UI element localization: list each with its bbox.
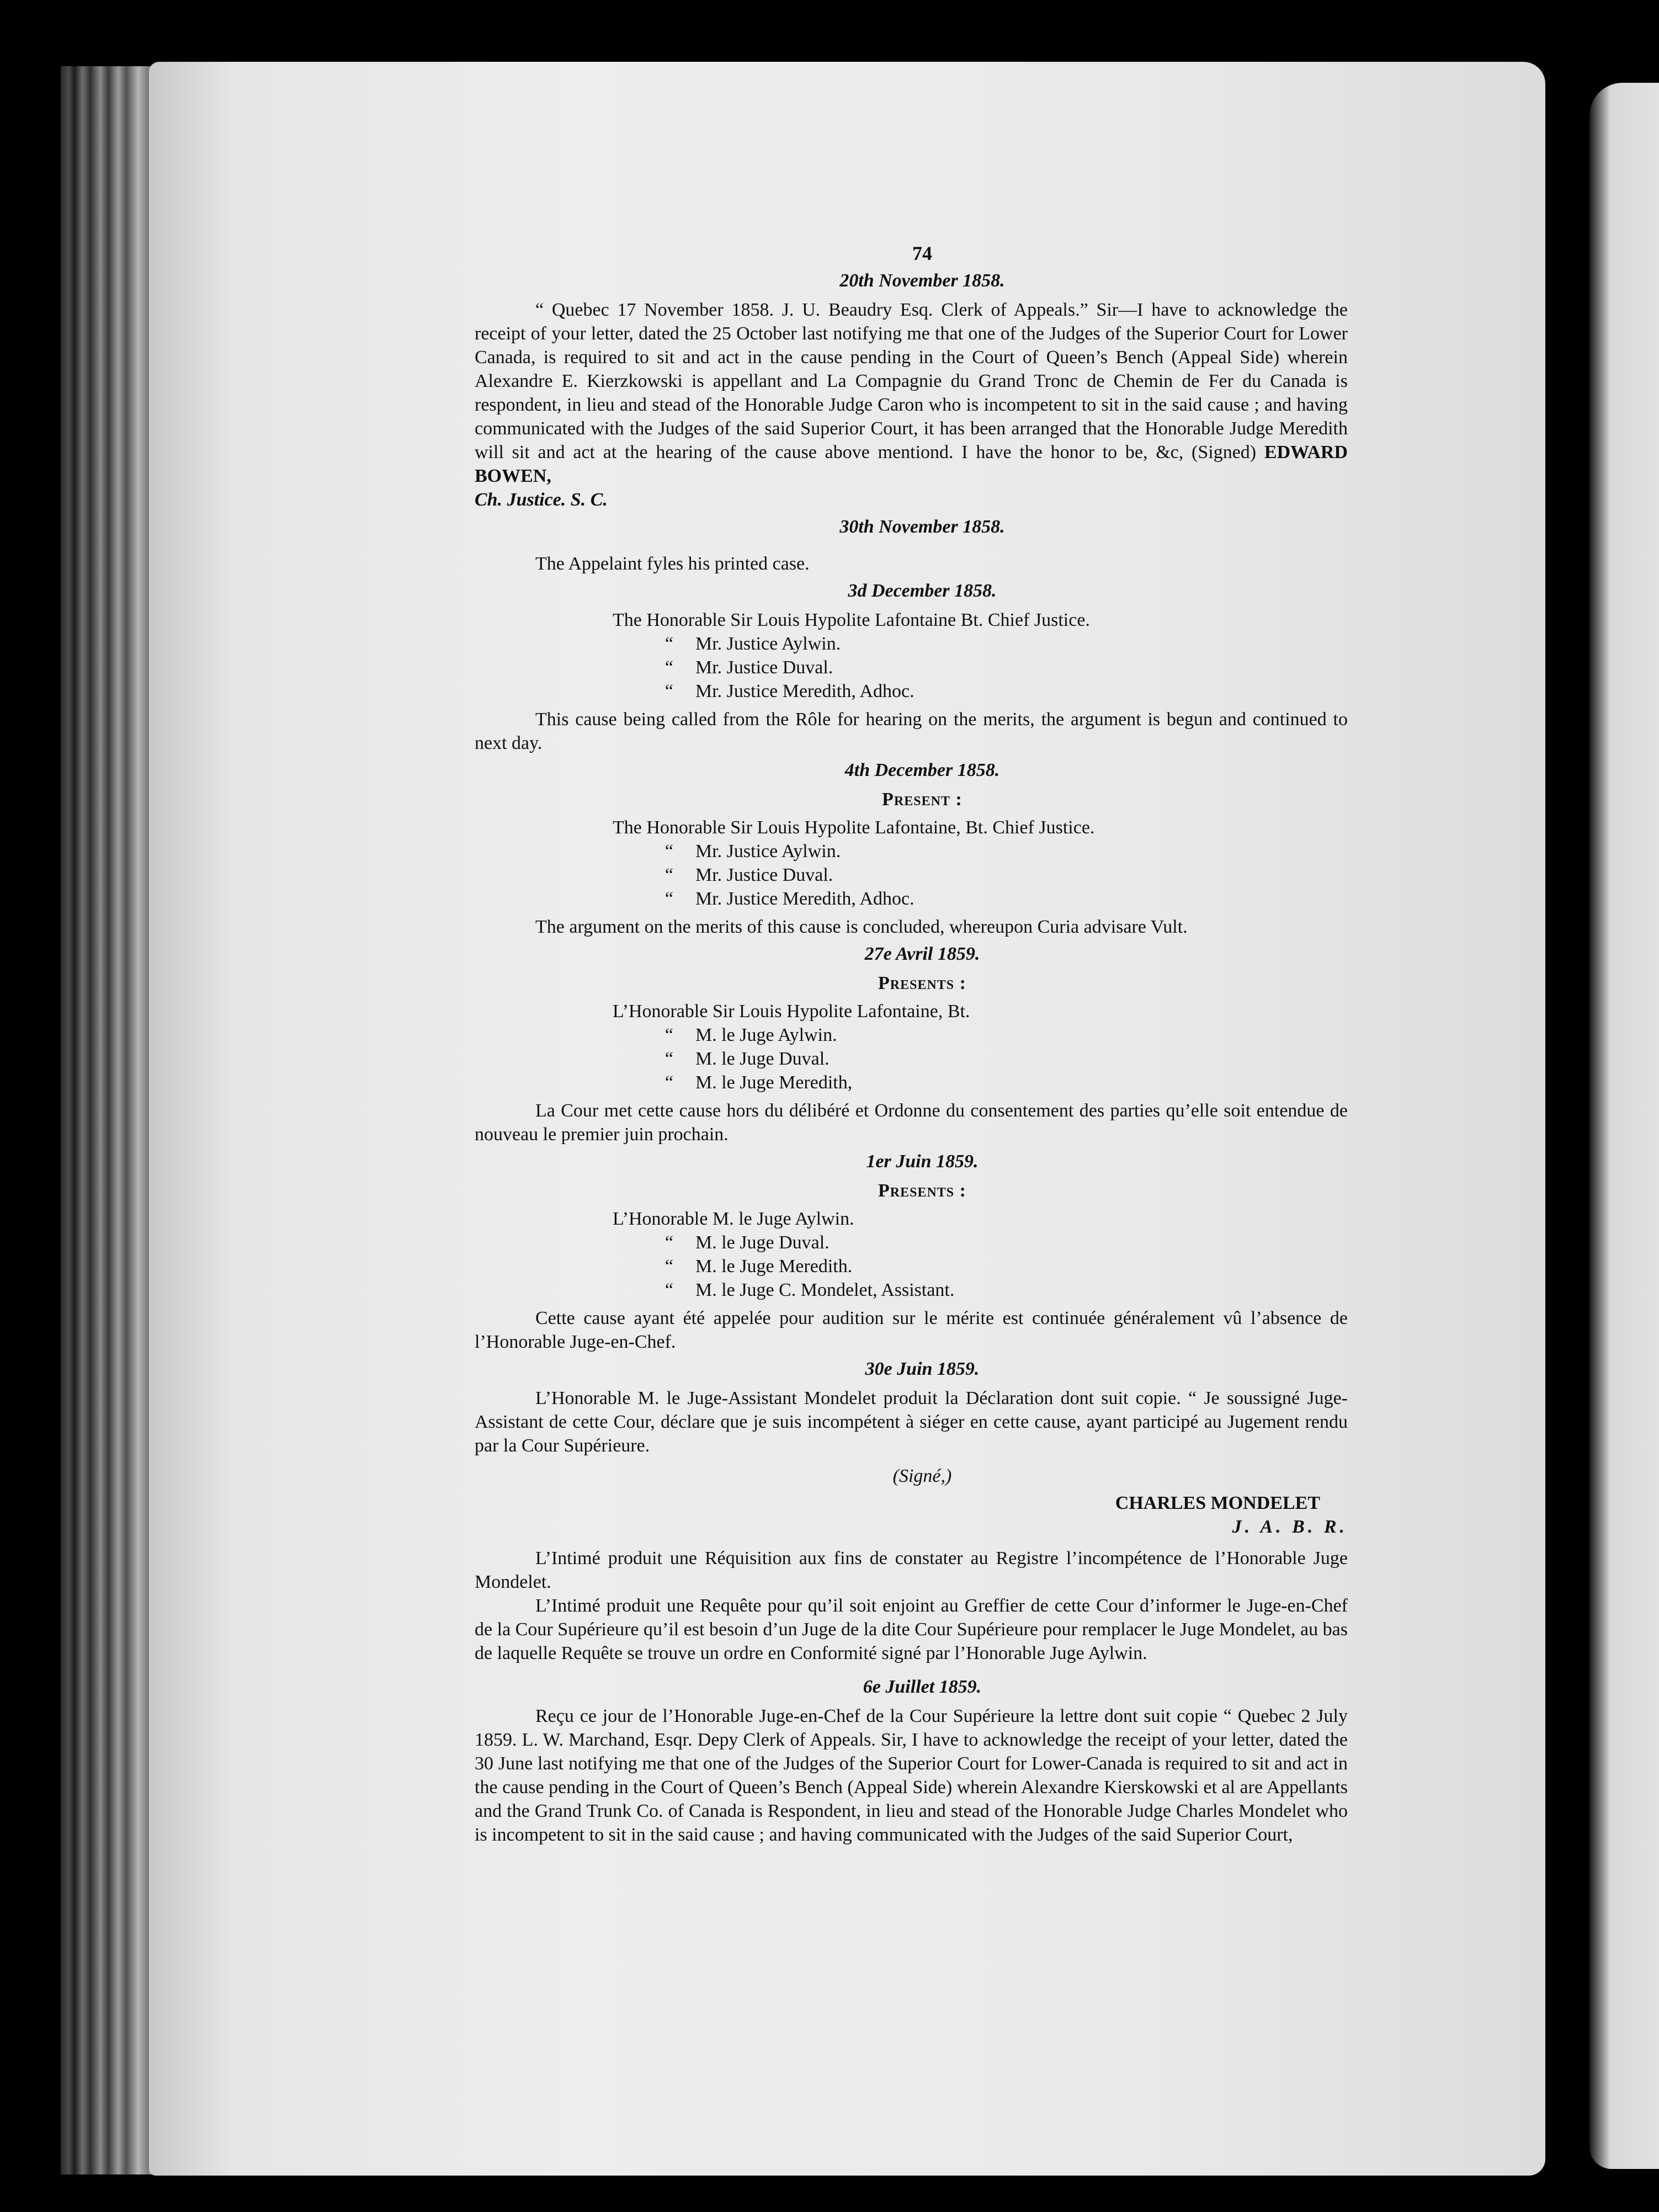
ditto-mark: “ (664, 865, 673, 885)
entry-date: 20th November 1858. (839, 270, 1005, 291)
bench-member (475, 816, 1348, 839)
page-content (475, 242, 1348, 1847)
ditto-mark: “ (664, 841, 673, 862)
entry-paragraph: L’Honorable M. le Juge-Assistant Mondelet produit la Déclaration dont suit copie. “ Je soussigné Juge-Assistant de cette Cour, déclare que je suis incompétent à siéger en cette cause, ayant participé au Jugement rendu par la Cour Supérieure. (475, 1388, 1348, 1456)
ditto-mark: “ (664, 1232, 673, 1253)
entry-paragraph: The Appelaint fyles his printed case. (535, 554, 810, 574)
entry-paragraph: L’Intimé produit une Requête pour qu’il soit enjoint au Greffier de cette Cour d’informer le Juge-en-Chef de la Cour Supérieure qu’il est besoin d’un Juge de la dite Cour Supérieure pour remplacer le Juge Mondelet, au bas de laquelle Requête se trouve un ordre en Conformité signé par l’Honorable Juge Aylwin. (475, 1596, 1348, 1663)
signer-name: EDWARD BOWEN, (475, 442, 1348, 486)
ditto-mark: “ (664, 681, 673, 701)
ditto-mark (475, 816, 613, 839)
present-heading: Presents : (878, 973, 966, 993)
entry-paragraph: The argument on the merits of this cause is concluded, whereupon Curia advisare Vult. (535, 917, 1188, 937)
bench-list (475, 999, 1348, 1094)
judge-name: L’Honorable Sir Louis Hypolite Lafontaine, Bt. (613, 1001, 970, 1022)
ditto-mark: “ (664, 1072, 673, 1093)
entry-date: 30e Juin 1859. (865, 1359, 980, 1379)
ditto-mark: “ (664, 1049, 673, 1069)
signer-name: CHARLES MONDELET (1115, 1493, 1320, 1513)
bench-list (475, 1207, 1348, 1302)
entry-paragraph: L’Intimé produit une Réquisition aux fins de constater au Registre l’incompétence de l’Honorable Juge Mondelet. (475, 1548, 1348, 1592)
ditto-mark: “ (664, 1025, 673, 1045)
judge-name: The Honorable Sir Louis Hypolite Lafontaine, Bt. Chief Justice. (613, 817, 1095, 838)
page-number: 74 (912, 242, 932, 264)
entry-date: 6e Juillet 1859. (863, 1677, 982, 1697)
judge-name: Mr. Justice Duval. (695, 657, 833, 678)
bench-member (475, 1231, 1348, 1254)
signer-title: Ch. Justice. S. C. (475, 490, 608, 510)
entry-date: 4th December 1858. (844, 760, 1000, 780)
judge-name: M. le Juge Duval. (695, 1049, 830, 1069)
bench-member (475, 1278, 1348, 1302)
ditto-mark (475, 1207, 613, 1231)
signer-initials: J. A. B. R. (1232, 1517, 1348, 1537)
bench-member (475, 887, 1348, 911)
bench-member (475, 656, 1348, 679)
judge-name: M. le Juge C. Mondelet, Assistant. (695, 1280, 955, 1300)
judge-name: Mr. Justice Aylwin. (695, 634, 841, 654)
ditto-mark (475, 999, 613, 1023)
signed-note: (Signé,) (892, 1466, 952, 1486)
bench-member (475, 1207, 1348, 1231)
bench-member (475, 679, 1348, 703)
judge-name: M. le Juge Meredith. (695, 1256, 853, 1277)
judge-name: M. le Juge Aylwin. (695, 1025, 837, 1045)
entry-paragraph: This cause being called from the Rôle for hearing on the merits, the argument is begun and continued to next day. (475, 709, 1348, 753)
judge-name: The Honorable Sir Louis Hypolite Lafontaine Bt. Chief Justice. (613, 610, 1090, 630)
entry-paragraph: Reçu ce jour de l’Honorable Juge-en-Chef de la Cour Supérieure la lettre dont suit copie “ Quebec 2 July 1859. L. W. Marchand, Esqr. Depy Clerk of Appeals. Sir, I have to acknowledge the receipt of your letter, dated the 30 June last notifying me that one of the Judges of the Superior Court for Lower-Canada is required to sit and act in the cause pending in the Court of Queen’s Bench (Appeal Side) wherein Alexandre Kierskowski et al are Appellants and the Grand Trunk Co. of Canada is Respondent, in lieu and stead of the Honorable Judge Charles Mondelet who is incompetent to sit in the said cause ; and having communicated with the Judges of the said Superior Court, (475, 1706, 1348, 1845)
entry-date: 1er Juin 1859. (866, 1151, 979, 1172)
adjacent-page-edge (1589, 83, 1659, 2169)
ditto-mark: “ (664, 1256, 673, 1277)
ditto-mark: “ (664, 889, 673, 909)
judge-name: M. le Juge Duval. (695, 1232, 830, 1253)
bench-member (475, 608, 1348, 632)
bench-member (475, 839, 1348, 863)
bench-list (475, 816, 1348, 911)
ditto-mark (475, 608, 613, 632)
bench-member (475, 863, 1348, 887)
ditto-mark: “ (664, 634, 673, 654)
bench-member (475, 999, 1348, 1023)
judge-name: L’Honorable M. le Juge Aylwin. (613, 1209, 854, 1229)
bench-member (475, 1047, 1348, 1071)
ditto-mark: “ (664, 657, 673, 678)
bench-member (475, 1071, 1348, 1094)
entry-date: 3d December 1858. (848, 581, 997, 601)
entry-paragraph: La Cour met cette cause hors du délibéré et Ordonne du consentement des parties qu’elle soit entendue de nouveau le premier juin prochain. (475, 1100, 1348, 1145)
present-heading: Presents : (878, 1181, 966, 1201)
present-heading: Present : (882, 789, 963, 810)
bench-member (475, 1254, 1348, 1278)
entry-paragraph: “ Quebec 17 November 1858. J. U. Beaudry Esq. Clerk of Appeals.” Sir—I have to acknowledge the receipt of your letter, dated the 25 October last notifying me that one of the Judges of the Superior Court for Lower Canada, is required to sit and act in the cause pending in the Court of Queen’s Bench (Appeal Side) wherein Alexandre E. Kierzkowski is appellant and La Compagnie du Grand Tronc de Chemin de Fer du Canada is respondent, in lieu and stead of the Honorable Judge Caron who is incompetent to sit in the said cause ; and having communicated with the Judges of the said Superior Court, it has been arranged that the Honorable Judge Meredith will sit and act at the hearing of the cause above mentiond. I have the honor to be, &c, (Signed) EDWARD BOWEN, Ch. Justice. S. C. (475, 300, 1348, 510)
entry-date: 30th November 1858. (839, 517, 1005, 537)
judge-name: M. le Juge Meredith, (695, 1072, 853, 1093)
judge-name: Mr. Justice Meredith, Adhoc. (695, 681, 914, 701)
bench-list (475, 608, 1348, 703)
ditto-mark: “ (664, 1280, 673, 1300)
bench-member (475, 632, 1348, 656)
book-binding (61, 66, 160, 2174)
bench-member (475, 1023, 1348, 1047)
judge-name: Mr. Justice Meredith, Adhoc. (695, 889, 914, 909)
entry-date: 27e Avril 1859. (864, 944, 980, 964)
entry-paragraph: Cette cause ayant été appelée pour audition sur le mérite est continuée généralement vû l’absence de l’Honorable Juge-en-Chef. (475, 1308, 1348, 1352)
judge-name: Mr. Justice Duval. (695, 865, 833, 885)
judge-name: Mr. Justice Aylwin. (695, 841, 841, 862)
